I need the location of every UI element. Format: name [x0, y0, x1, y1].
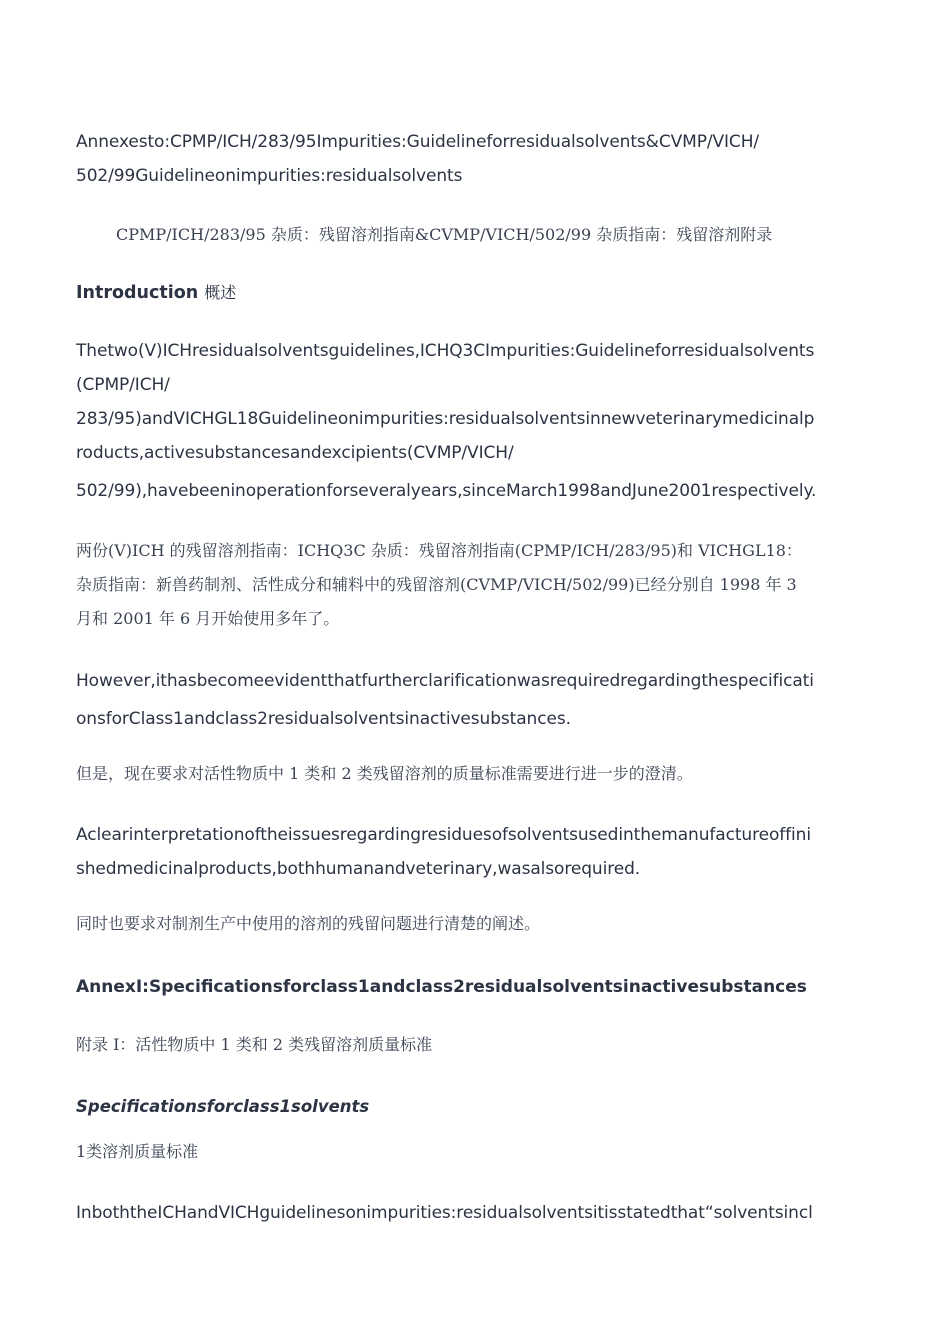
para1-zh-line-2: 杂质指南：新兽药制剂、活性成分和辅料中的残留溶剂(CVMP/VICH/502/99)已经分别自 1998 年 3: [76, 575, 797, 594]
para2-en-line-2: onsforClass1andclass2residualsolventsinactivesubstances.: [76, 709, 571, 729]
sub-heading-en: Specificationsforclass1solvents: [76, 1097, 370, 1116]
para3-en-line-2: shedmedicinalproducts,bothhumanandveterinary,wasalsorequired.: [76, 859, 641, 879]
para3-en: [76, 818, 876, 886]
para1-zh-line-1: 两份(V)ICH 的残留溶剂指南：ICHQ3C 杂质：残留溶剂指南(CPMP/ICH/283/95)和 VICHGL18：: [76, 541, 802, 560]
intro-heading-zh: 概述: [204, 283, 237, 302]
para1-en: [76, 334, 876, 508]
title-en-line-2: 502/99Guidelineonimpurities:residualsolvents: [76, 166, 463, 186]
para1-en-line-4: roducts,activesubstancesandexcipients(CVMP/VICH/: [76, 443, 514, 463]
para3-en-line-1: Aclearinterpretationoftheissuesregardingresiduesofsolventsusedinthemanufactureoffini: [76, 825, 811, 845]
para2-en-line-1: However,ithasbecomeevidentthatfurtherclarificationwasrequiredregardingthespecificati: [76, 671, 814, 691]
title-en: [76, 125, 876, 193]
para1-zh-line-3: 月和 2001 年 6 月开始使用多年了。: [76, 609, 340, 628]
para4-en: InboththeICHandVICHguidelinesonimpurities:residualsolventsitisstatedthat“solventsincl: [76, 1203, 813, 1223]
para3-zh: 同时也要求对制剂生产中使用的溶剂的残留问题进行清楚的阐述。: [76, 914, 541, 933]
annex-heading-en: AnnexI:Specificationsforclass1andclass2residualsolventsinactivesubstances: [76, 977, 807, 997]
para1-zh: [76, 534, 876, 636]
sub-heading-zh: 1类溶剂质量标准: [76, 1142, 199, 1161]
para1-en-line-3: 283/95)andVICHGL18Guidelineonimpurities:residualsolventsinnewveterinarymedicinalp: [76, 409, 815, 429]
para1-en-line-2: (CPMP/ICH/: [76, 375, 170, 395]
intro-heading: [76, 276, 876, 310]
para1-en-line-5: 502/99),havebeeninoperationforseveralyears,sinceMarch1998andJune2001respectively.: [76, 481, 817, 501]
annex-heading-zh: 附录 I：活性物质中 1 类和 2 类残留溶剂质量标准: [76, 1035, 433, 1054]
para1-en-line-1: Thetwo(V)ICHresidualsolventsguidelines,ICHQ3CImpurities:Guidelineforresidualsolvents: [76, 341, 815, 361]
title-en-line-1: Annexesto:CPMP/ICH/283/95Impurities:Guidelineforresidualsolvents&CVMP/VICH/: [76, 132, 760, 152]
title-zh: CPMP/ICH/283/95 杂质：残留溶剂指南&CVMP/VICH/502/99 杂质指南：残留溶剂附录: [116, 225, 773, 244]
para2-zh: 但是，现在要求对活性物质中 1 类和 2 类残留溶剂的质量标准需要进行进一步的澄清。: [76, 764, 693, 783]
intro-heading-en: Introduction: [76, 283, 199, 303]
para2-en: [76, 662, 876, 738]
